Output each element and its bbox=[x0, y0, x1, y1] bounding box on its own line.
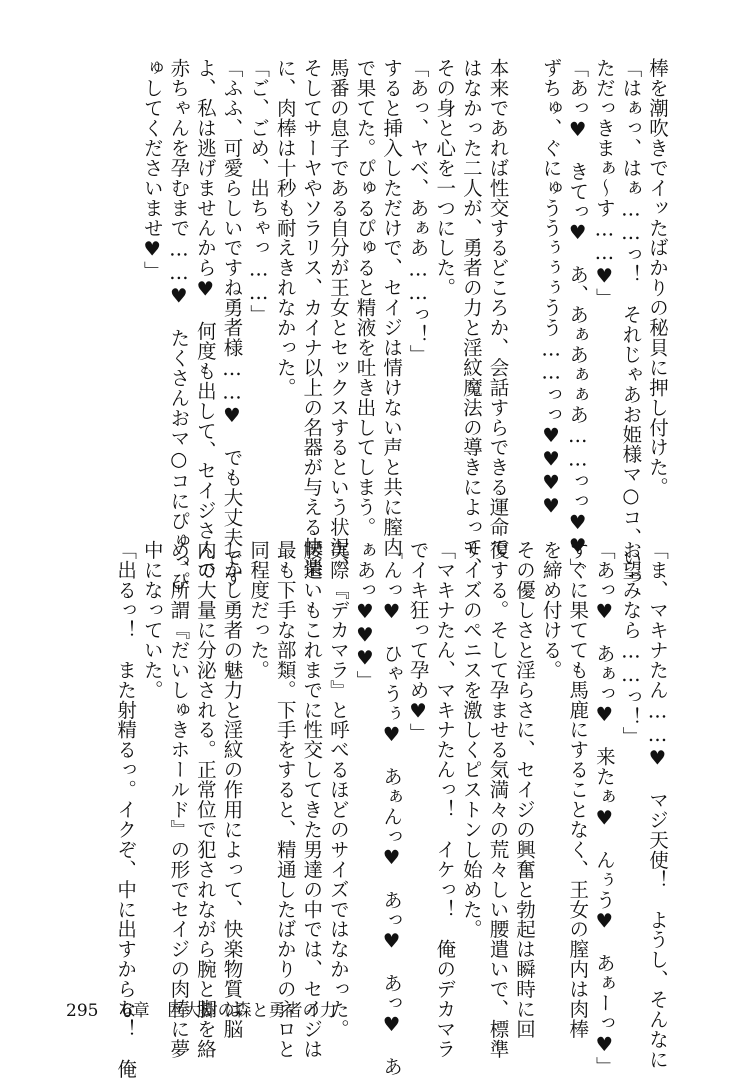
text-line: を締め付ける。 bbox=[539, 540, 563, 680]
blank-line bbox=[510, 58, 537, 498]
text-line: そしてサーヤやソラリス、カイナ以上の名器が与える快楽 bbox=[300, 58, 324, 577]
text-line: 棒を潮吹きでイッたばかりの秘貝に押し付けた。 bbox=[646, 58, 669, 497]
text-line: ただっきまぁ〜す……♥」 bbox=[592, 58, 616, 308]
text-line: 馬番の息子である自分が王女とセックスするという状況、 bbox=[326, 58, 350, 577]
text-line: よ、私は逃げませんから♥ 何度も出して、セイジさんの bbox=[193, 58, 217, 581]
page-footer bbox=[66, 996, 355, 1021]
text-line: 「出るっ！ また射精るっ。イクぞ、中に出すからな！ 俺 bbox=[114, 540, 138, 1079]
text-line: 最も下手な部類。下手をすると、精通したばかりのネロと bbox=[273, 540, 297, 1059]
text-line: 「ご、ごめ、出ちゃっ……」 bbox=[247, 58, 271, 325]
page-number: 295 bbox=[66, 1001, 99, 1021]
text-line: 「んっ♥ ひゃうぅ♥ あぁんっ♥ あっ♥ あっ♥ あ bbox=[380, 540, 404, 1077]
text-line: 「あっ♥ あぁっ♥ 来たぁ♥ んぅう♥ あぁーっ♥」 bbox=[592, 540, 616, 1077]
text-line: 「はぁっ、はぁ……っ！ それじゃあお姫様マ○コ、いっ bbox=[619, 58, 643, 588]
text-line: 「ま、マキナたん……♥ マジ天使！ ようし、そんなに bbox=[646, 540, 669, 1070]
text-line: 「マキナたん、マキナたんっ！ イケっ！ 俺のデカマラ bbox=[433, 540, 457, 1059]
text-line: 腰遣いもこれまでに性交してきた男達の中では、セイジは bbox=[300, 540, 324, 1059]
text-line: 「あっ♥ きてっ♥ あ、あぁあぁぁあ……っっ♥♥」 bbox=[566, 58, 590, 578]
text-line: すると挿入しただけで、セイジは情けない声と共に膣内 bbox=[380, 58, 404, 557]
text-line: 中になっていた。 bbox=[140, 540, 164, 700]
text-line: ずちゅ、ぐにゅううぅぅぅうう……っっ♥♥♥♥ bbox=[539, 58, 563, 518]
text-line: 「ふふ、可愛らしいですね勇者様……♥ でも大丈夫です bbox=[220, 58, 244, 588]
text-line: 本来であれば性交するどころか、会話すらできる運命で bbox=[486, 58, 510, 557]
text-line: しかし勇者の魅力と淫紋の作用によって、快楽物質は脳 bbox=[220, 540, 244, 1039]
text-line: ゅしてくださいませ♥」 bbox=[140, 58, 164, 281]
text-line: め、所謂『だいしゅきホールド』の形でセイジの肉棒に夢 bbox=[167, 540, 191, 1059]
text-line: で果てた。ぴゅるぴゅると精液を吐き出してしまう。 bbox=[353, 58, 377, 537]
text-line: 内で大量に分泌される。正常位で犯されながら腕と脚を絡 bbox=[193, 540, 217, 1059]
text-line: 復する。そして孕ませる気満々の荒々しい腰遣いで、標準 bbox=[486, 540, 510, 1059]
text-line: その優しさと淫らさに、セイジの興奮と勃起は瞬時に回 bbox=[513, 540, 537, 1039]
text-line: お望みなら……っ！」 bbox=[619, 540, 643, 747]
text-line: はなかった二人が、勇者の力と淫紋魔法の導きによって、 bbox=[459, 58, 483, 577]
chapter-title: 6章 巨大樹の森と勇者の力 bbox=[121, 1001, 337, 1021]
text-line: 同程度だった。 bbox=[247, 540, 271, 680]
text-line: すぐに果てても馬鹿にすることなく、王女の膣内は肉棒 bbox=[566, 540, 590, 1039]
text-line: ぁあっ♥♥♥」 bbox=[353, 540, 377, 691]
text-line: でイキ狂って孕め♥」 bbox=[406, 540, 430, 743]
text-line: 「あっ、ヤベ、あぁあ……っ！」 bbox=[406, 58, 430, 365]
text-line: サイズのペニスを激しくピストンし始めた。 bbox=[459, 540, 483, 939]
text-line: に、肉棒は十秒も耐えきれなかった。 bbox=[273, 58, 297, 398]
text-line: その身と心を一つにした。 bbox=[433, 58, 457, 298]
text-line: 赤ちゃんを孕むまで……♥ たくさんおマ○コにぴゅっぴ bbox=[167, 58, 191, 591]
upper-text-block bbox=[138, 58, 670, 591]
text-line: 実際『デカマラ』と呼べるほどのサイズではなかった。 bbox=[326, 540, 350, 1039]
